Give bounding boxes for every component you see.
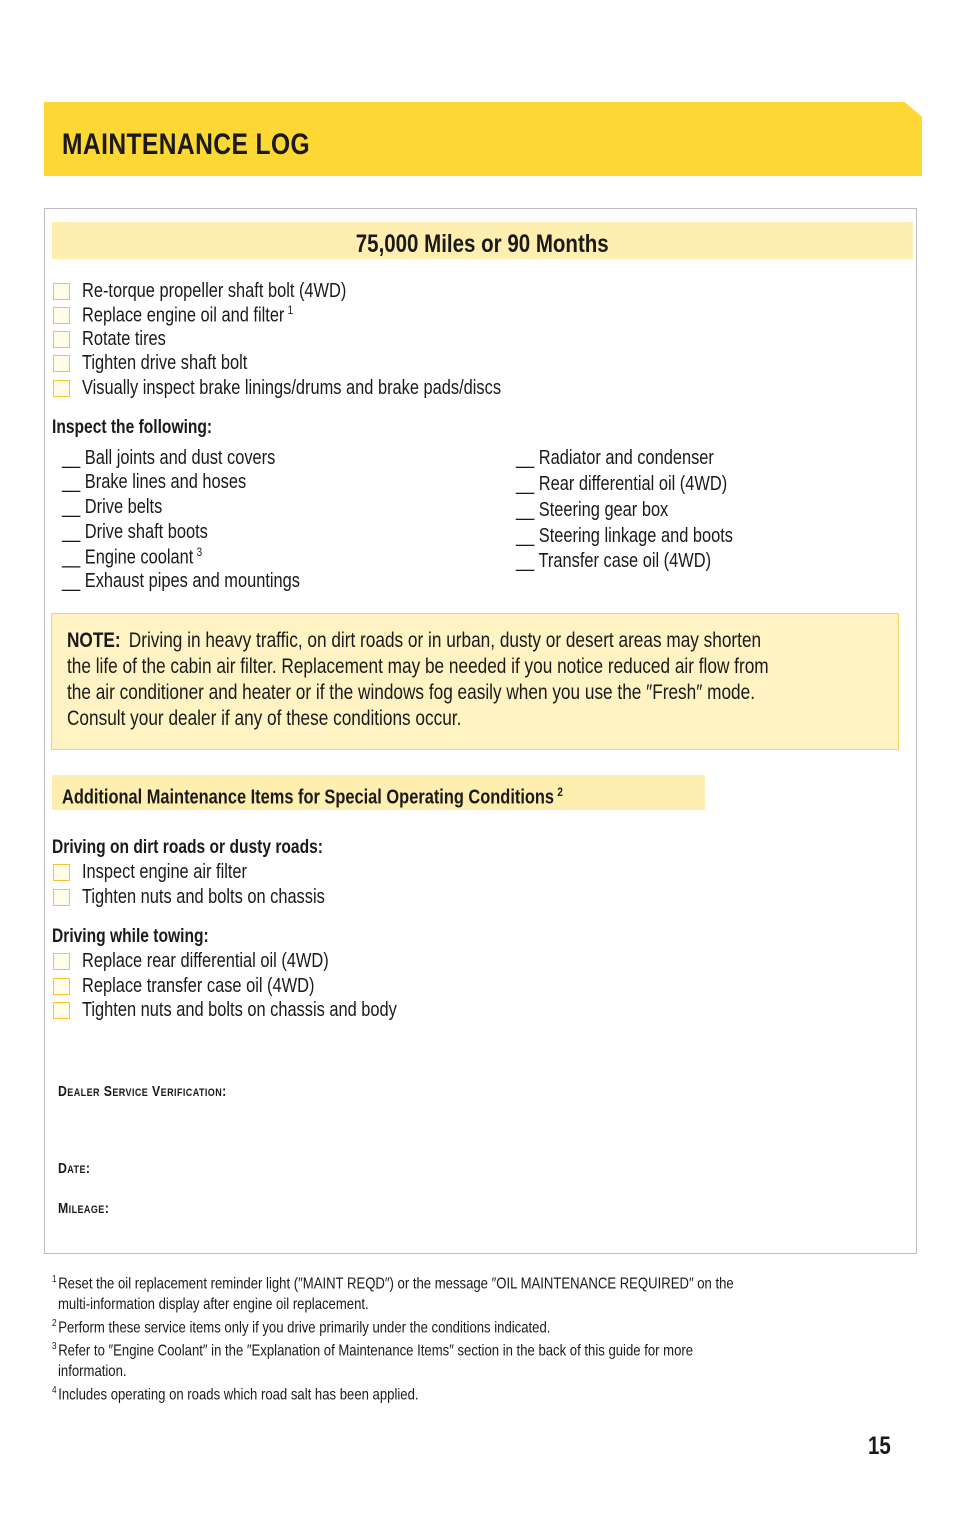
checkbox[interactable]	[53, 307, 70, 324]
inspect-item: __ Radiator and condenser	[516, 447, 714, 469]
task-item[interactable]	[53, 950, 383, 972]
task-label: Visually inspect brake linings/drums and brake pads/discs	[82, 376, 502, 399]
interval-title: 75,000 Miles or 90 Months	[356, 230, 609, 258]
checkbox[interactable]	[53, 953, 70, 970]
checkbox[interactable]	[53, 889, 70, 906]
inspect-heading: Inspect the following:	[52, 417, 213, 438]
checkbox[interactable]	[53, 1002, 70, 1019]
task-item[interactable]	[53, 280, 404, 302]
inspect-item: __ Steering linkage and boots	[516, 525, 734, 547]
inspect-item: __ Rear differential oil (4WD)	[516, 473, 728, 495]
task-label: Rotate tires	[82, 327, 166, 350]
mileage-label: Mileage:	[58, 1200, 110, 1217]
checkbox[interactable]	[53, 283, 70, 300]
task-item[interactable]	[53, 886, 378, 908]
task-label: Replace transfer case oil (4WD)	[82, 974, 315, 997]
towing-heading: Driving while towing:	[52, 926, 209, 947]
task-label: Tighten drive shaft bolt	[82, 351, 248, 374]
dealer-verification-label: Dealer Service Verification:	[58, 1083, 227, 1100]
task-item[interactable]	[53, 304, 340, 326]
task-label: Tighten nuts and bolts on chassis and body	[82, 998, 397, 1021]
note-label: NOTE:	[67, 629, 121, 652]
interval-bar	[52, 222, 913, 259]
date-label: Date:	[58, 1160, 91, 1177]
checkbox[interactable]	[53, 380, 70, 397]
footnote: $^4$ Includes operating on roads which road salt has been applied.	[52, 1385, 419, 1404]
note-line: the life of the cabin air filter. Replacement may be needed if you notice reduced air flow from	[67, 655, 769, 678]
task-item[interactable]	[53, 999, 466, 1021]
task-item[interactable]	[53, 861, 283, 883]
task-label: Inspect engine air filter	[82, 860, 248, 883]
task-item[interactable]	[53, 328, 184, 350]
footnote: $^2$ Perform these service items only if you drive primarily under the conditions indicated.	[52, 1318, 551, 1337]
task-item[interactable]	[53, 377, 593, 399]
footnote: $^1$ Reset the oil replacement reminder light (″MAINT REQD″) or the message ″OIL MAINTENANCE REQUIRED″ on the	[52, 1274, 734, 1293]
page-title: MAINTENANCE LOG	[62, 128, 311, 161]
inspect-item: __ Ball joints and dust covers	[62, 447, 276, 469]
checkbox[interactable]	[53, 331, 70, 348]
inspect-item: __ Drive shaft boots	[62, 521, 208, 543]
task-item[interactable]	[53, 975, 365, 997]
checkbox[interactable]	[53, 978, 70, 995]
task-label: Tighten nuts and bolts on chassis	[82, 885, 325, 908]
inspect-item: __ Steering gear box	[516, 499, 669, 521]
dirt-roads-heading: Driving on dirt roads or dusty roads:	[52, 837, 323, 858]
inspect-item: __ Transfer case oil (4WD)	[516, 550, 712, 572]
task-label: Replace rear differential oil (4WD)	[82, 949, 329, 972]
special-conditions-title: Additional Maintenance Items for Special Operating Conditions $^2$	[62, 785, 563, 809]
checkbox[interactable]	[53, 355, 70, 372]
footnote-continued: multi-information display after engine oil replacement.	[58, 1296, 369, 1313]
task-label: Replace engine oil and filter $^1$	[82, 302, 294, 327]
footnote: $^3$ Refer to ″Engine Coolant″ in the ″Explanation of Maintenance Items″ section in the back of this guide for more	[52, 1341, 694, 1360]
note-line: NOTE: Driving in heavy traffic, on dirt roads or in urban, dusty or desert areas may shorten	[67, 629, 762, 652]
checkbox[interactable]	[53, 864, 70, 881]
note-line: the air conditioner and heater or if the windows fog easily when you use the ″Fresh″ mode.	[67, 681, 755, 704]
inspect-item: __ Engine coolant $^3$	[62, 545, 203, 569]
inspect-item: __ Brake lines and hoses	[62, 471, 247, 493]
footnote-continued: information.	[58, 1363, 127, 1380]
inspect-item: __ Drive belts	[62, 496, 163, 518]
note-line: Consult your dealer if any of these conditions occur.	[67, 707, 462, 730]
page-number: 15	[868, 1432, 891, 1460]
inspect-item: __ Exhaust pipes and mountings	[62, 570, 300, 592]
task-item[interactable]	[53, 352, 284, 374]
task-label: Re-torque propeller shaft bolt (4WD)	[82, 279, 347, 302]
